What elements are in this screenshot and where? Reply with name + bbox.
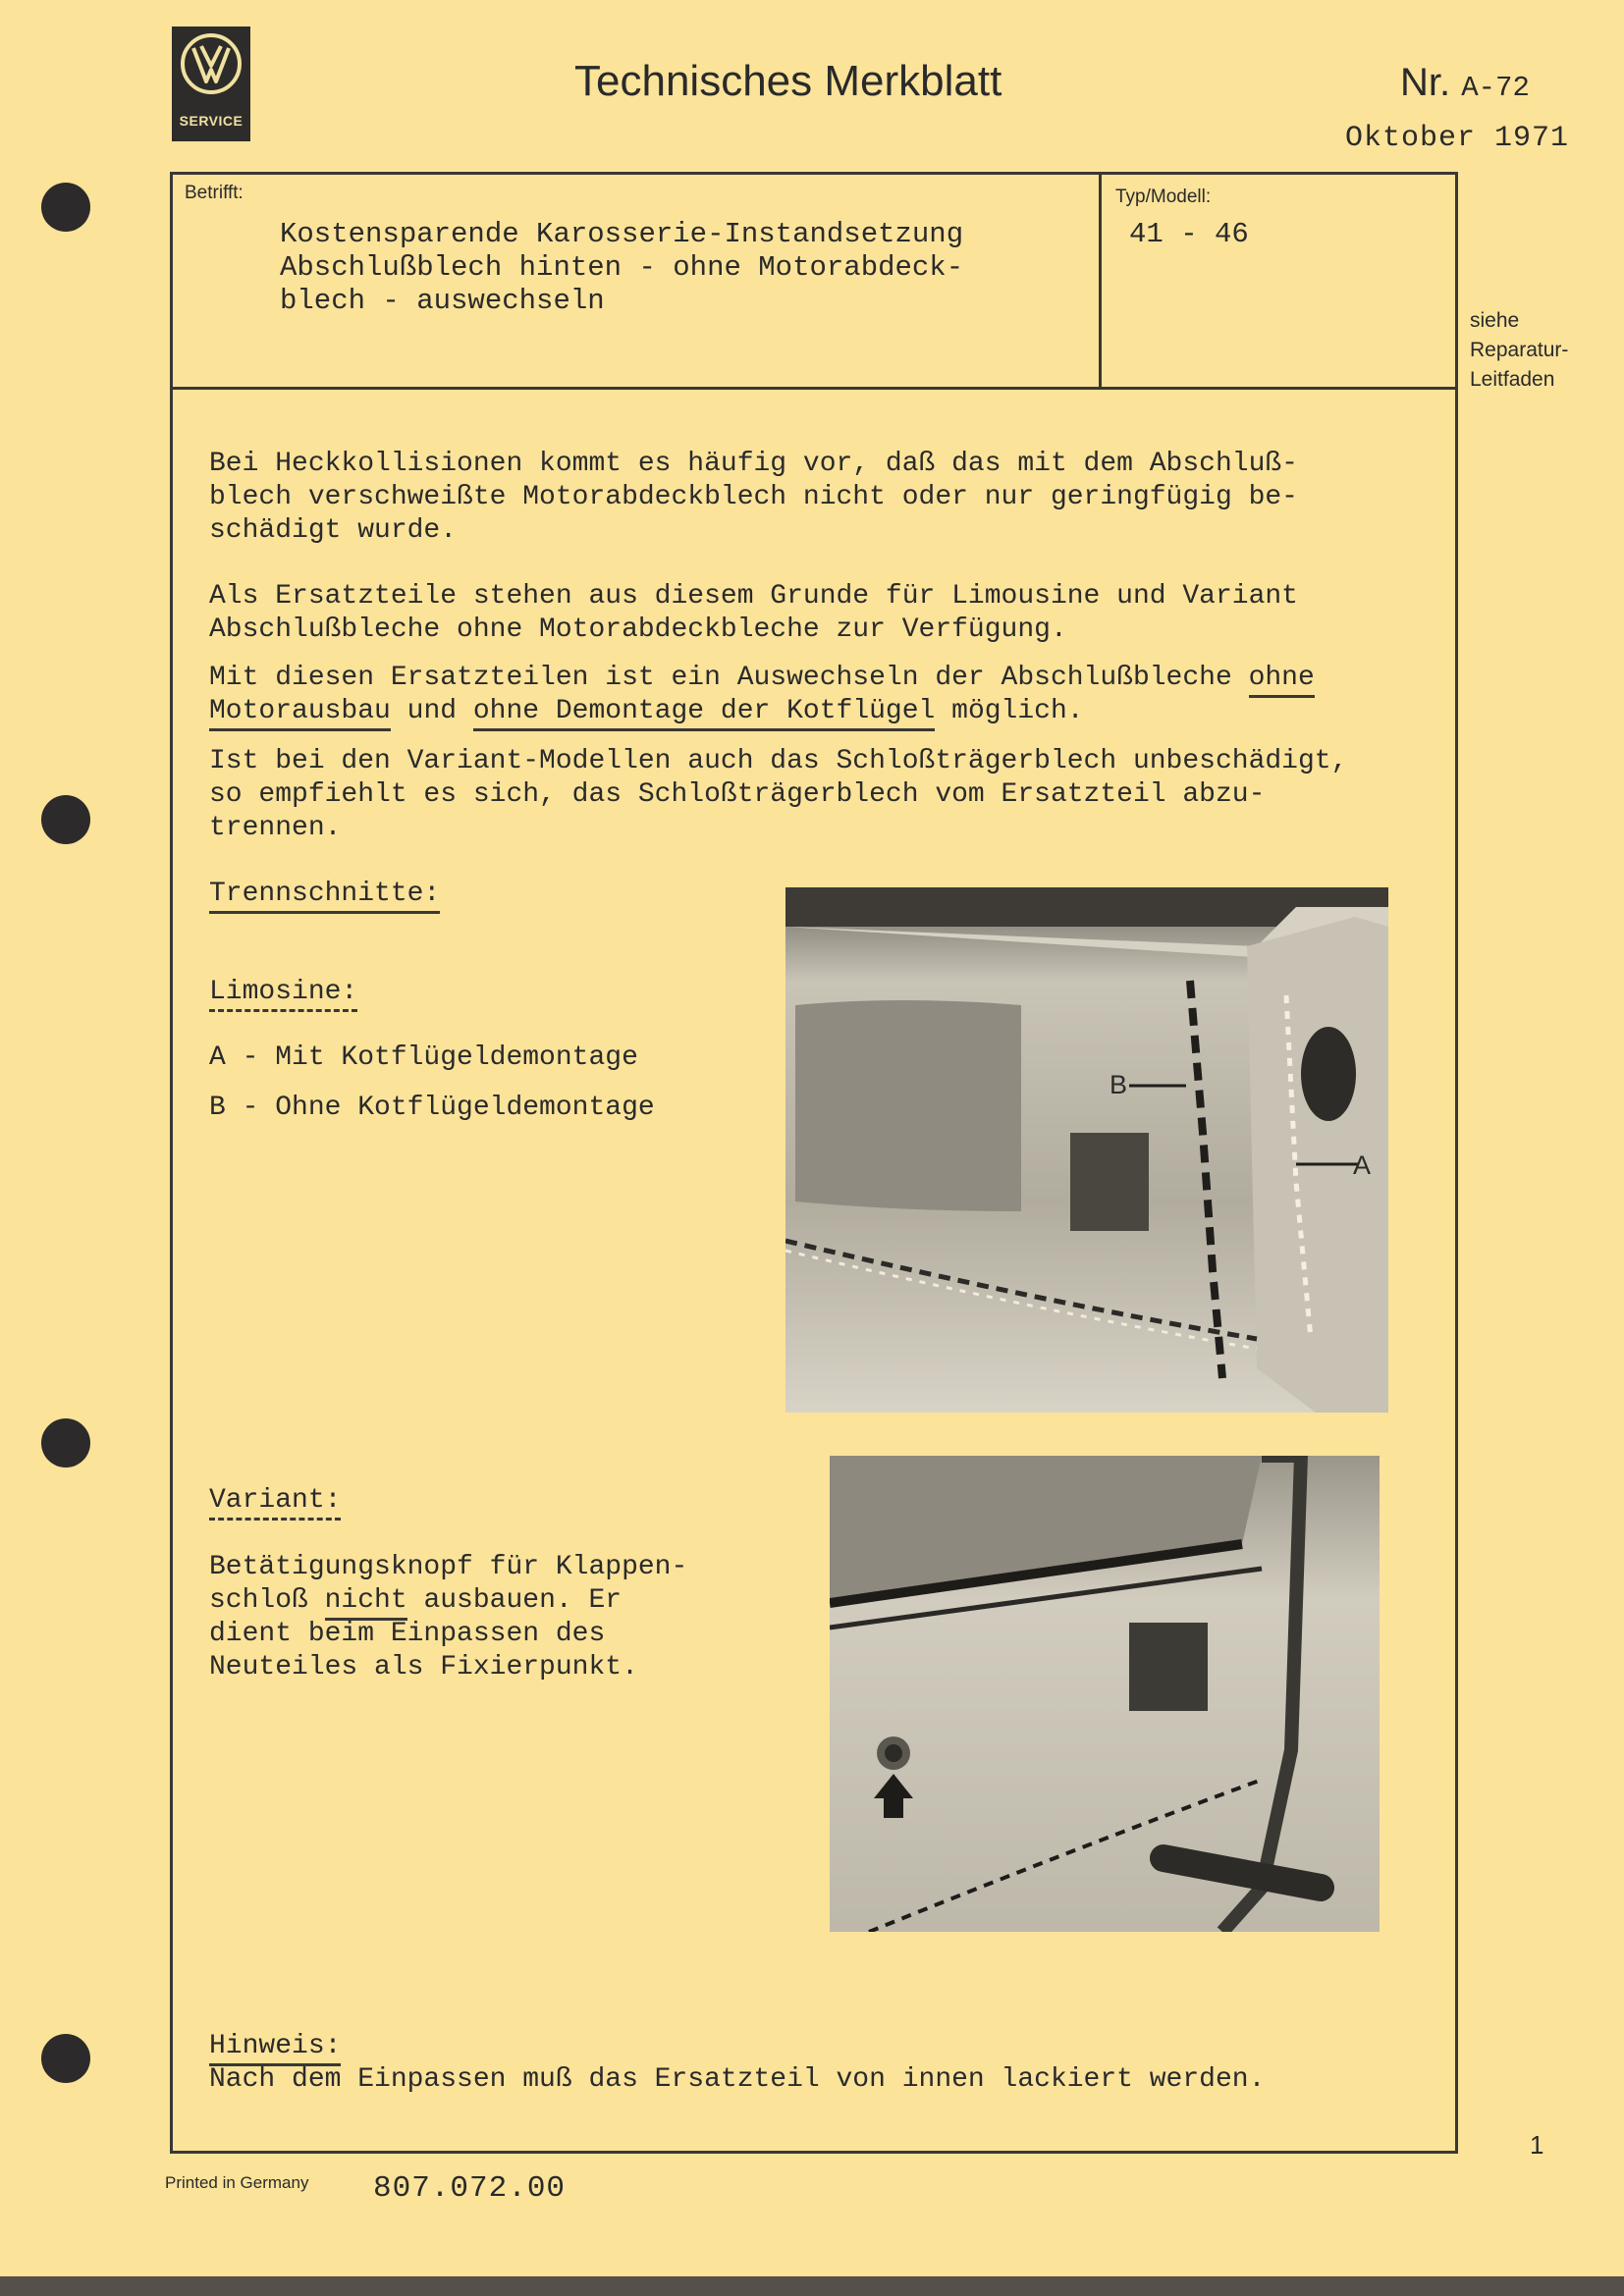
photo-label-b: B [1110,1070,1128,1099]
variant-text: schloß [209,1585,325,1616]
side-note-line: Reparatur- [1470,339,1569,361]
variant-line-3: dient beim Einpassen des [209,1619,606,1649]
limosine-heading [209,976,357,1009]
variant-text: ausbauen. Er [406,1585,623,1616]
photo-label-a: A [1353,1150,1372,1180]
document-title: Technisches Merkblatt [574,57,1002,105]
punch-hole [41,183,90,232]
heading-text: Trennschnitte: [209,879,440,914]
document-number [1400,61,1530,105]
side-note [1470,306,1568,395]
variant-line-4: Neuteiles als Fixierpunkt. [209,1652,638,1682]
para3-underlined: ohne Demontage der Kotflügel [473,696,935,731]
heading-text: Limosine: [209,977,357,1012]
variant-line-1: Betätigungsknopf für Klappen- [209,1552,688,1582]
variant-line-2 [209,1584,622,1618]
vw-logo-icon [180,32,243,95]
photo-variant-rear-panel [830,1456,1380,1932]
punch-hole [41,795,90,844]
nr-label: Nr. [1400,61,1451,104]
paragraph-1: Bei Heckkollisionen kommt es häufig vor, daß das mit dem Abschluß- blech verschweißte Motorabdeckblech nicht oder nur geringfügig be- schädigt wurde. [209,449,1298,546]
variant-heading [209,1484,341,1518]
side-note-line: siehe [1470,309,1520,332]
nr-value: A-72 [1461,72,1530,104]
header-divider [170,387,1458,390]
typ-label: Typ/Modell: [1115,187,1212,207]
bottom-edge [0,2276,1624,2296]
page-number: 1 [1530,2130,1544,2160]
document-code: 807.072.00 [373,2171,567,2206]
trennschnitte-heading [209,878,440,911]
hinweis-text: Nach dem Einpassen muß das Ersatzteil von innen lackiert werden. [209,2064,1266,2095]
para3-text: Mit diesen Ersatzteilen ist ein Auswechseln der Abschlußbleche [209,663,1249,693]
paragraph-2: Als Ersatzteile stehen aus diesem Grunde für Limousine und Variant Abschlußbleche ohne Motorabdeckbleche zur Verfügung. [209,581,1298,645]
limosine-option-a: A - Mit Kotflügeldemontage [209,1042,638,1073]
paragraph-4: Ist bei den Variant-Modellen auch das Schloßträgerblech unbeschädigt, so empfiehlt es sich, das Schloßträgerblech vom Ersatzteil abzu- trennen. [209,746,1348,843]
heading-text: Hinweis: [209,2031,341,2066]
paragraph-3 [209,662,1315,728]
header-column-divider [1099,172,1102,390]
heading-text: Variant: [209,1485,341,1521]
logo-text: SERVICE [179,113,244,129]
betrifft-label: Betrifft: [185,183,244,203]
limosine-option-b: B - Ohne Kotflügeldemontage [209,1093,655,1123]
document-date: Oktober 1971 [1345,122,1570,155]
para3-text: möglich. [935,696,1084,726]
hinweis-heading [209,2030,341,2063]
typ-value: 41 - 46 [1129,218,1249,250]
punch-hole [41,1418,90,1468]
vw-service-logo [172,27,250,141]
variant-underlined: nicht [325,1585,407,1621]
para3-underlined: Motorausbau [209,696,391,731]
subject-text: Kostensparende Karosserie-Instandsetzung Abschlußblech hinten - ohne Motorabdeck- blech - auswechseln [280,218,964,317]
para3-text: und [390,696,473,726]
side-note-line: Leitfaden [1470,368,1555,391]
punch-hole [41,2034,90,2083]
printed-in-note: Printed in Germany [165,2173,309,2192]
photo-limosine-rear-panel [785,887,1388,1413]
para3-underlined: ohne [1249,663,1315,698]
